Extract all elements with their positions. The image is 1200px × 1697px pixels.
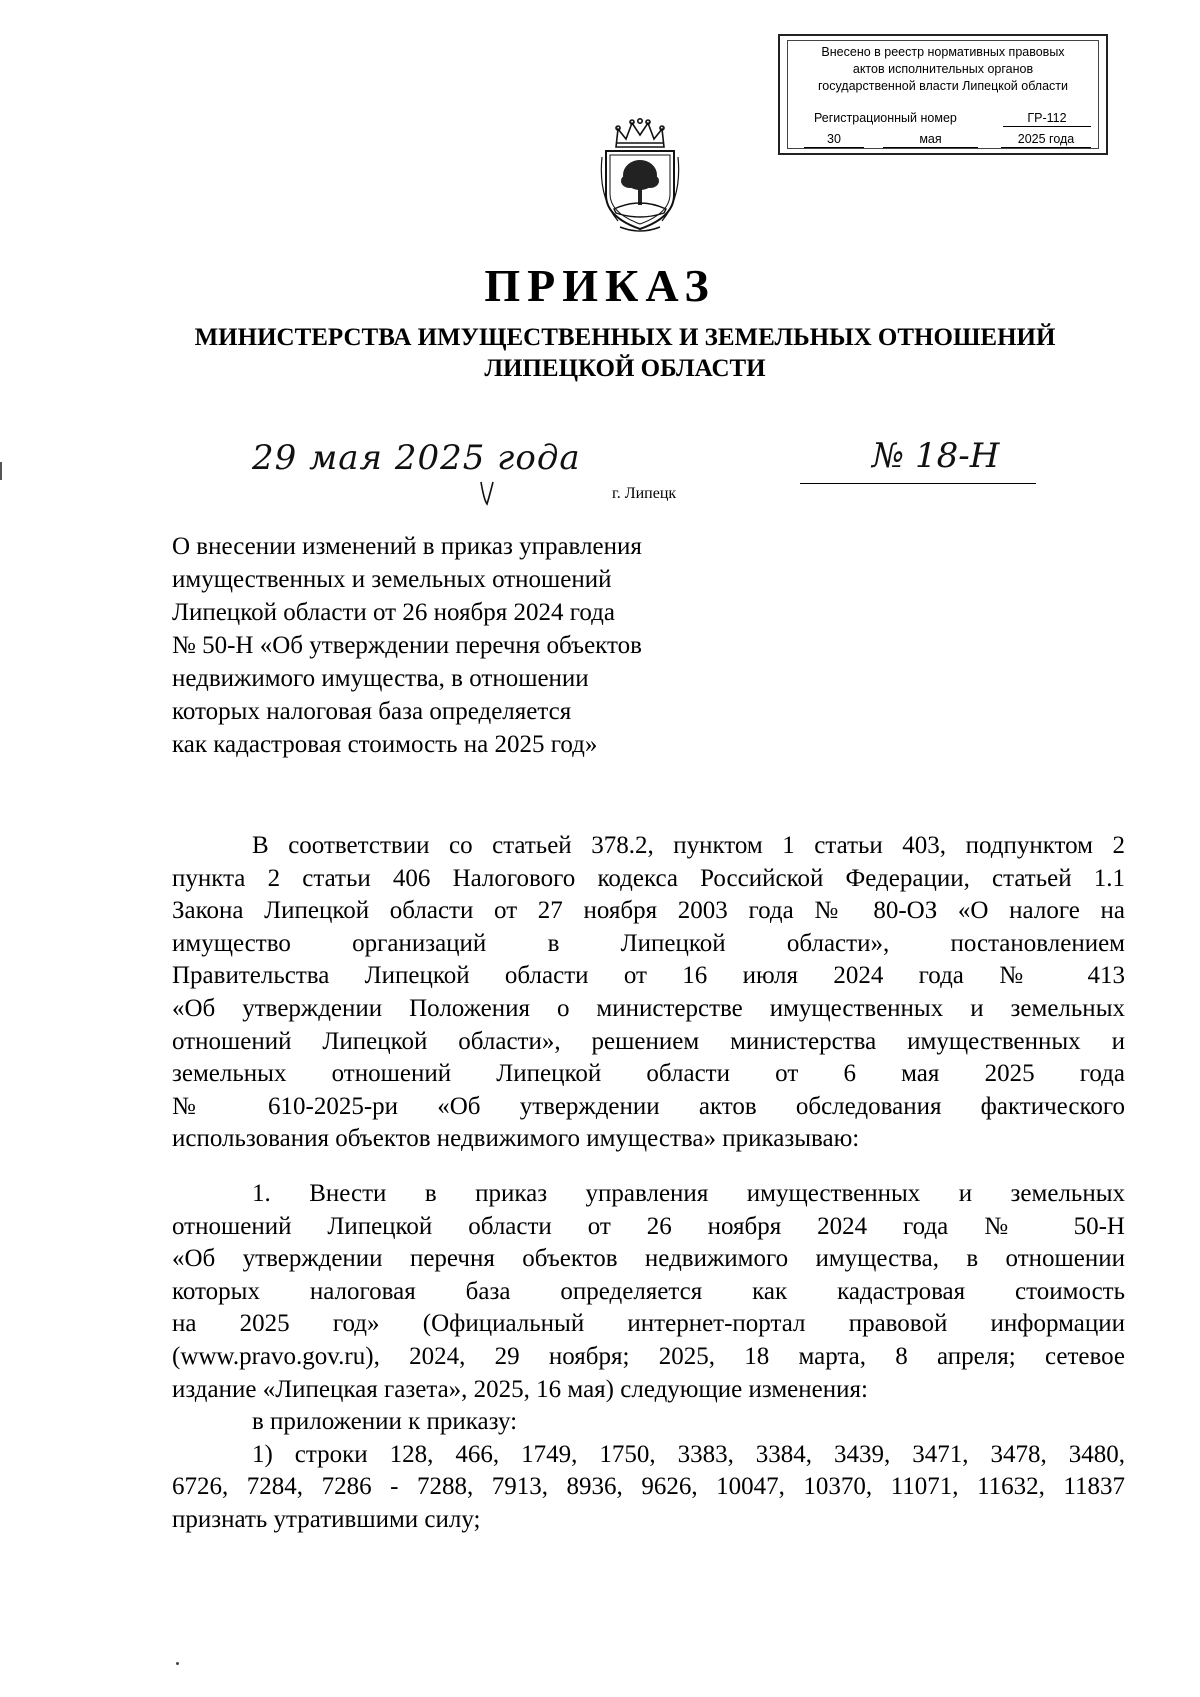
- scan-dot-mark: [176, 1662, 179, 1665]
- body-line: которых налоговая база определяется как кадастровая стоимость: [172, 1277, 1125, 1305]
- stamp-line-2: актов исполнительных органов: [852, 62, 1034, 76]
- number-underline: [800, 483, 1036, 484]
- body-line: в приложении к приказу:: [252, 1408, 518, 1436]
- body-line: пункта 2 статьи 406 Налогового кодекса Российской Федерации, статьей 1.1: [172, 864, 1125, 892]
- scan-margin-mark: [0, 462, 2, 480]
- paragraph-item-1: [172, 1178, 1125, 1406]
- subtitle-line-1: МИНИСТЕРСТВА ИМУЩЕСТВЕННЫХ И ЗЕМЕЛЬНЫХ ОТНОШЕНИЙ: [194, 324, 1056, 351]
- body-line: 1. Внести в приказ управления имущественных и земельных: [252, 1179, 1125, 1207]
- body-line: отношений Липецкой области», решением министерства имущественных и: [172, 1027, 1125, 1055]
- registry-stamp-inner: [787, 40, 1099, 149]
- body-line: № 610-2025-ри «Об утверждении актов обследования фактического: [172, 1092, 1125, 1120]
- paragraph-gap: [172, 1156, 1125, 1178]
- body-line: Закона Липецкой области от 27 ноября 2003 года № 80-ОЗ «О налоге на: [172, 897, 1125, 925]
- body-line: В соответствии со статьей 378.2, пунктом 1 статьи 403, подпунктом 2: [252, 832, 1125, 859]
- body-line: Правительства Липецкой области от 16 июля 2024 года № 413: [172, 962, 1125, 990]
- handwriting-stroke-icon: [478, 480, 496, 506]
- city-label: г. Липецк: [612, 485, 677, 502]
- stamp-year: 2025 года: [1001, 131, 1091, 148]
- body-line: имущество организаций в Липецкой области», постановлением: [172, 929, 1125, 957]
- body-line: 6726, 7284, 7286 - 7288, 7913, 8936, 9626, 10047, 10370, 11071, 11632, 11837: [172, 1473, 1125, 1501]
- stamp-month: мая: [883, 131, 978, 148]
- body-line: использования объектов недвижимого имущества» приказываю:: [172, 1125, 860, 1153]
- stamp-reg-number: ГР-112: [1003, 110, 1091, 127]
- body-line: 1) строки 128, 466, 1749, 1750, 3383, 3384, 3439, 3471, 3478, 3480,: [252, 1440, 1125, 1468]
- paragraph-subitem-1: [172, 1439, 1125, 1537]
- body-line: земельных отношений Липецкой области от 6 мая 2025 года: [172, 1060, 1125, 1088]
- body-line: (www.pravo.gov.ru), 2024, 29 ноября; 2025, 18 марта, 8 апреля; сетевое: [172, 1342, 1125, 1370]
- body-line: признать утратившими силу;: [172, 1505, 481, 1533]
- body-line: издание «Липецкая газета», 2025, 16 мая) следующие изменения:: [172, 1375, 868, 1403]
- subject-line: недвижимого имущества, в отношении: [172, 665, 589, 692]
- handwritten-date: 29 мая 2025 года: [252, 438, 581, 478]
- subject-line: которых налоговая база определяется: [172, 698, 572, 725]
- stamp-line-1: Внесено в реестр нормативных правовых: [821, 45, 1065, 59]
- stamp-line-3: государственной власти Липецкой области: [817, 79, 1069, 93]
- subject-line: как кадастровая стоимость на 2025 год»: [172, 731, 598, 758]
- body-line: «Об утверждении Положения о министерстве имущественных и земельных: [172, 994, 1125, 1022]
- document-body: [172, 830, 1125, 1536]
- handwritten-number: № 18-Н: [872, 436, 1000, 476]
- document-subject: [172, 530, 732, 761]
- lipetsk-coat-of-arms-icon: [598, 117, 682, 235]
- body-line: отношений Липецкой области от 26 ноября 2024 года № 50-Н: [172, 1212, 1125, 1240]
- subject-line: Липецкой области от 26 ноября 2024 года: [172, 599, 615, 626]
- document-subtitle: [160, 322, 1090, 384]
- stamp-reg-label: Регистрационный номер: [814, 111, 957, 125]
- registry-stamp: [778, 34, 1108, 155]
- body-line: на 2025 год» (Официальный интернет-портал правовой информации: [172, 1310, 1125, 1338]
- stamp-day: 30: [804, 131, 864, 148]
- document-title: ПРИКАЗ: [484, 260, 716, 311]
- paragraph-preamble: [172, 830, 1125, 1156]
- body-line: «Об утверждении перечня объектов недвижимого имущества, в отношении: [172, 1245, 1125, 1273]
- subject-line: О внесении изменений в приказ управления: [172, 533, 642, 560]
- subtitle-line-2: ЛИПЕЦКОЙ ОБЛАСТИ: [484, 355, 766, 382]
- subject-line: имущественных и земельных отношений: [172, 566, 612, 593]
- subject-line: № 50-Н «Об утверждении перечня объектов: [172, 632, 642, 659]
